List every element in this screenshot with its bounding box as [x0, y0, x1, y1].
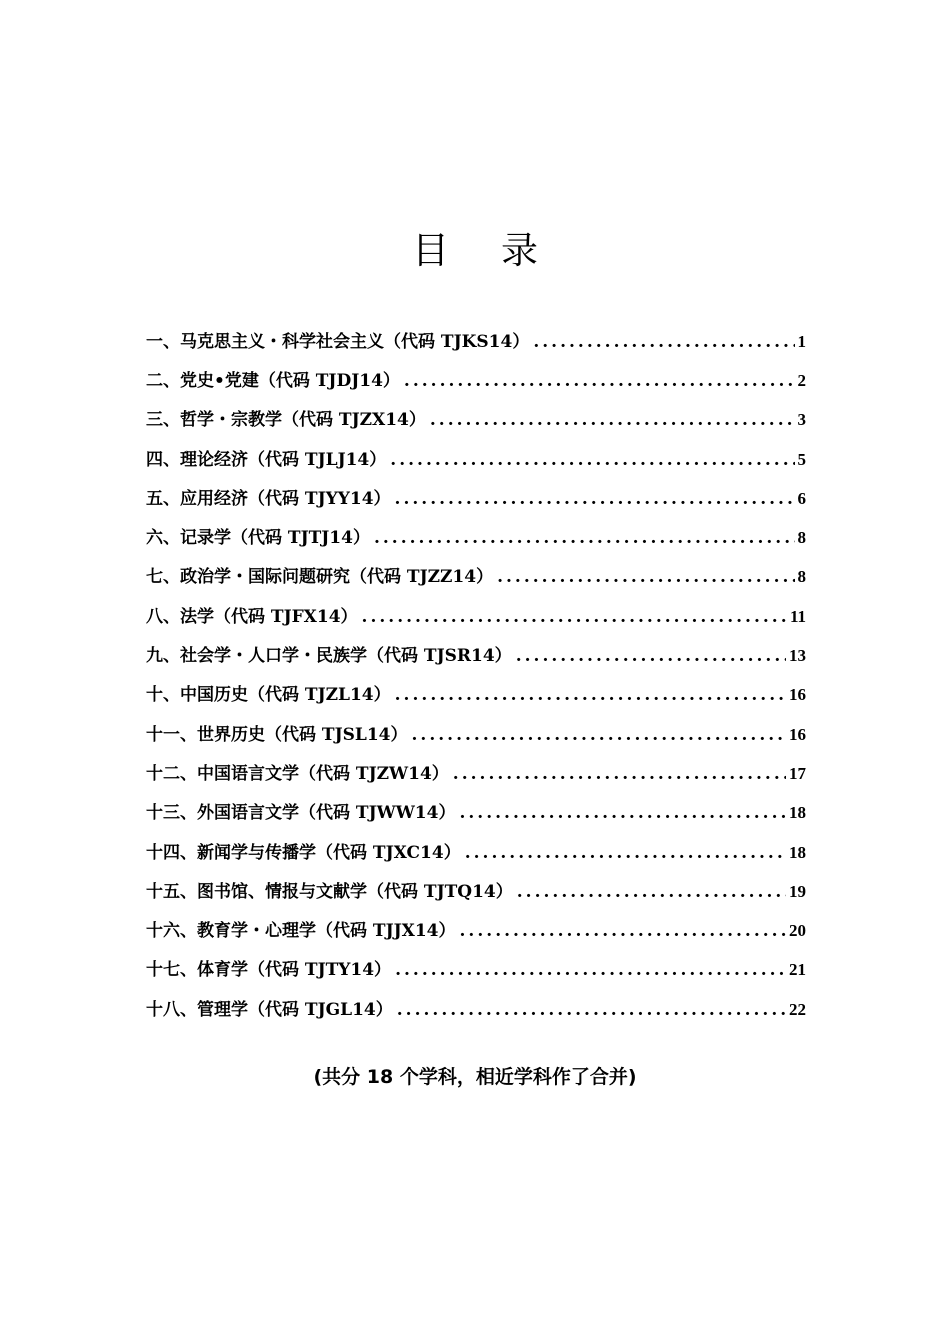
toc-entry[interactable]: [146, 597, 806, 636]
toc-entry-page: 11: [789, 606, 806, 626]
toc-dot-leader: [404, 371, 795, 391]
toc-dot-leader: [397, 1000, 786, 1020]
toc-entry[interactable]: [146, 636, 806, 675]
toc-entry-label: 三、哲学・宗教学（代码 TJZX14）: [146, 410, 426, 431]
subject-count-note: (共分 18 个学科，相近学科作了合并): [313, 1066, 637, 1088]
toc-dot-leader: [497, 567, 794, 587]
toc-entry-page: 18: [789, 803, 806, 823]
toc-entry-page: 16: [789, 685, 806, 705]
toc-entry[interactable]: [146, 322, 806, 361]
toc-entry-label: 十五、图书馆、情报与文献学（代码 TJTQ14）: [146, 881, 513, 902]
toc-entry-label: 二、党史•党建（代码 TJDJ14）: [146, 370, 400, 391]
toc-entry[interactable]: [146, 911, 806, 950]
toc-entry-label: 十一、世界历史（代码 TJSL14）: [146, 724, 408, 745]
toc-entry-label: 四、理论经济（代码 TJLJ14）: [146, 449, 387, 470]
toc-entry[interactable]: [146, 440, 806, 479]
toc-entry-page: 8: [797, 528, 806, 548]
toc-entry[interactable]: [146, 676, 806, 715]
toc-entry-page: 13: [789, 646, 806, 666]
toc-entry-page: 19: [789, 881, 806, 901]
toc-entry-label: 十八、管理学（代码 TJGL14）: [146, 999, 393, 1020]
toc-entry[interactable]: [146, 558, 806, 597]
toc-entry-page: 17: [789, 763, 806, 783]
toc-dot-leader: [412, 725, 787, 745]
toc-entry-page: 22: [789, 999, 806, 1019]
toc-dot-leader: [430, 410, 795, 430]
toc-dot-leader: [459, 803, 786, 823]
toc-entry-label: 十二、中国语言文学（代码 TJZW14）: [146, 763, 449, 784]
toc-entry-label: 六、记录学（代码 TJTJ14）: [146, 528, 370, 549]
toc-dot-leader: [517, 882, 786, 902]
toc-dot-leader: [460, 921, 786, 941]
toc-entry-page: 16: [789, 724, 806, 744]
toc-dot-leader: [516, 646, 786, 666]
toc-entry-page: 5: [797, 449, 806, 469]
toc-dot-leader: [453, 764, 786, 784]
toc-entry[interactable]: [146, 833, 806, 872]
toc-dot-leader: [533, 332, 794, 352]
toc-dot-leader: [395, 960, 786, 980]
toc-dot-leader: [390, 450, 794, 470]
toc-entry[interactable]: [146, 479, 806, 518]
toc-entry-label: 十三、外国语言文学（代码 TJWW14）: [146, 803, 456, 824]
toc-entry-label: 十六、教育学・心理学（代码 TJJX14）: [146, 921, 456, 942]
toc-dot-leader: [395, 489, 795, 509]
toc-entry[interactable]: [146, 872, 806, 911]
toc-dot-leader: [395, 685, 786, 705]
toc-entry-label: 十、中国历史（代码 TJZL14）: [146, 685, 391, 706]
toc-entry-label: 十四、新闻学与传播学（代码 TJXC14）: [146, 842, 461, 863]
toc-entry-label: 五、应用经济（代码 TJYY14）: [146, 488, 391, 509]
toc-entry[interactable]: [146, 401, 806, 440]
toc-entry-label: 九、社会学・人口学・民族学（代码 TJSR14）: [146, 646, 512, 667]
toc-entry-label: 十七、体育学（代码 TJTY14）: [146, 960, 392, 981]
toc-entry-page: 2: [797, 370, 806, 390]
toc-entry-page: 8: [797, 567, 806, 587]
toc-entry-page: 20: [789, 921, 806, 941]
toc-entry[interactable]: [146, 951, 806, 990]
toc-entry-label: 七、政治学・国际问题研究（代码 TJZZ14）: [146, 567, 494, 588]
toc-dot-leader: [374, 528, 795, 548]
toc-entry-page: 1: [797, 331, 806, 351]
table-of-contents: [146, 322, 806, 1029]
toc-entry-label: 一、马克思主义・科学社会主义（代码 TJKS14）: [146, 331, 530, 352]
toc-dot-leader: [465, 843, 786, 863]
toc-entry-label: 八、法学（代码 TJFX14）: [146, 606, 358, 627]
toc-entry[interactable]: [146, 990, 806, 1029]
toc-entry-page: 6: [797, 488, 806, 508]
toc-entry-page: 3: [797, 410, 806, 430]
toc-entry[interactable]: [146, 361, 806, 400]
toc-entry[interactable]: [146, 715, 806, 754]
page-title: 目录: [412, 228, 590, 272]
toc-entry[interactable]: [146, 518, 806, 557]
toc-dot-leader: [362, 607, 787, 627]
toc-entry[interactable]: [146, 794, 806, 833]
toc-entry-page: 21: [789, 960, 806, 980]
toc-entry-page: 18: [789, 842, 806, 862]
toc-entry[interactable]: [146, 754, 806, 793]
